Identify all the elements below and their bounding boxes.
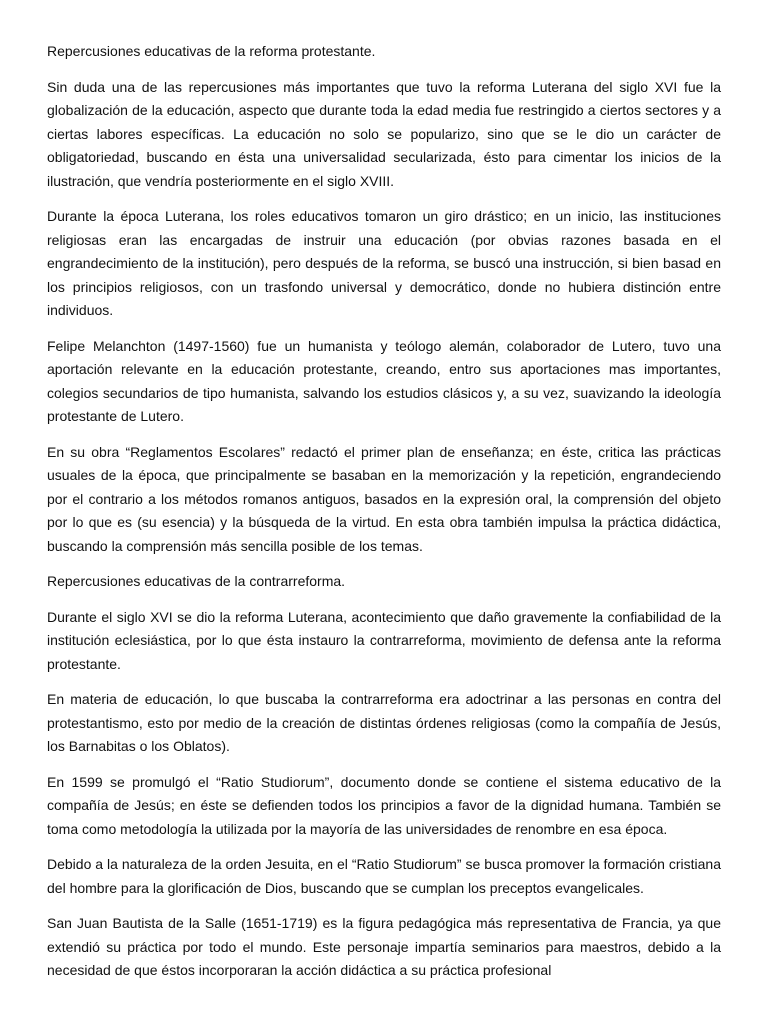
paragraph-ratio-studiorum: En 1599 se promulgó el “Ratio Studiorum”, documento donde se contiene el sistema educativo de la compañía de Jesús; en éste se defienden todos los principios a favor de la dignidad humana. También se toma como metodología la utilizada por la mayoría de las universidades de renombre en esa época. xyxy=(47,773,721,837)
paragraph-siglo-xvi: Durante el siglo XVI se dio la reforma Luterana, acontecimiento que daño gravemente la confiabilidad de la institución eclesiástica, por lo que ésta instauro la contrarreforma, movimiento de defensa ante la reforma protestante. xyxy=(47,608,721,672)
paragraph-globalizacion: Sin duda una de las repercusiones más importantes que tuvo la reforma Luterana del siglo XVI fue la globalización de la educación, aspecto que durante toda la edad media fue restringido a ciertos sectores y a ciertas labores específicas. La educación no solo se popularizo, sino que se le dio un carácter de obligatoriedad, buscando en ésta una universalidad secularizada, ésto para cimentar los inicios de la ilustración, que vendría posteriormente en el siglo XVIII. xyxy=(47,78,721,189)
section-heading-reforma: Repercusiones educativas de la reforma protestante. xyxy=(47,43,376,59)
paragraph-orden-jesuita: Debido a la naturaleza de la orden Jesuita, en el “Ratio Studiorum” se busca promover la formación cristiana del hombre para la glorificación de Dios, buscando que se cumplan los preceptos evangelicales. xyxy=(47,856,721,896)
section-heading-contrarreforma: Repercusiones educativas de la contrarreforma. xyxy=(47,573,346,589)
paragraph-melanchton: Felipe Melanchton (1497-1560) fue un humanista y teólogo alemán, colaborador de Lutero, tuvo una aportación relevante en la educación protestante, creando, entro sus aportaciones mas importantes, colegios secundarios de tipo humanista, salvando los estudios clásicos y, a su vez, suavizando la ideología protestante de Lutero. xyxy=(47,337,721,424)
paragraph-la-salle: San Juan Bautista de la Salle (1651-1719) es la figura pedagógica más representativa de Francia, ya que extendió su práctica por todo el mundo. Este personaje impartía seminarios para maestros, debido a la necesidad de que éstos incorporaran la acción didáctica a su práctica profesional xyxy=(47,915,721,978)
paragraph-materia-educacion: En materia de educación, lo que buscaba la contrarreforma era adoctrinar a las personas en contra del protestantismo, esto por medio de la creación de distintas órdenes religiosas (como la compañía de Jesús, los Barnabitas o los Oblatos). xyxy=(47,691,721,754)
paragraph-reglamentos-escolares: En su obra “Reglamentos Escolares” redactó el primer plan de enseñanza; en éste, critica las prácticas usuales de la época, que principalmente se basaban en la memorización y la repetición, engrandeciendo por el contrario a los métodos romanos antiguos, basados en la expresión oral, la comprensión del objeto por lo que es (su esencia) y la búsqueda de la virtud. En esta obra también impulsa la práctica didáctica, buscando la comprensión más sencilla posible de los temas. xyxy=(47,443,721,554)
paragraph-epoca-luterana: Durante la época Luterana, los roles educativos tomaron un giro drástico; en un inicio, las instituciones religiosas eran las encargadas de instruir una educación (por obvias razones basada en el engrandecimiento de la institución), pero después de la reforma, se buscó una instrucción, si bien basad en los principios religiosos, con un trasfondo universal y democrático, donde no hubiera distinción entre individuos. xyxy=(47,208,721,318)
